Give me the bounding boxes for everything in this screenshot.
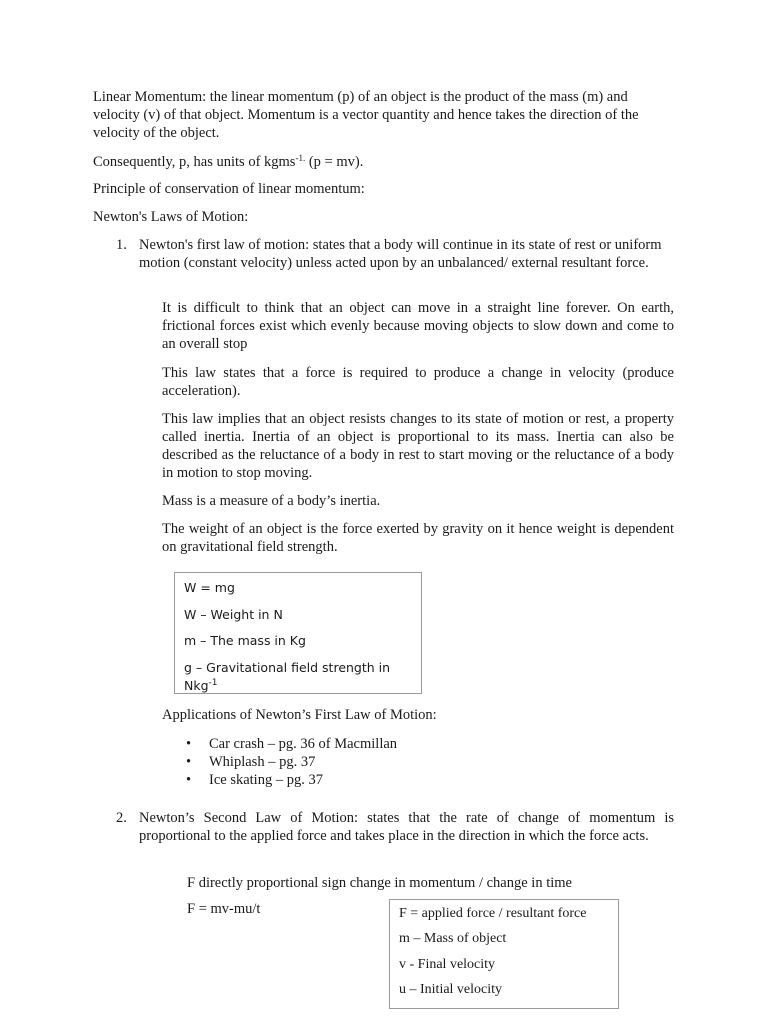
momentum-units: Consequently, p, has units of kgms$^{-1.}$ (p = mv). bbox=[93, 153, 364, 170]
applications-heading: Applications of Newton’s First Law of Motion: bbox=[162, 707, 437, 723]
momentum-definition: Linear Momentum: the linear momentum (p) of an object is the product of the mass (m) and velocity (v) of that object. Momentum is a vector quantity and hence takes the direction of the velocity of the object. bbox=[93, 89, 639, 141]
field-strength-definition: g – Gravitational field strength in Nkg$^{-1}$ bbox=[184, 660, 391, 693]
mass-definition: m – The mass in Kg bbox=[184, 633, 306, 648]
newtons-laws-heading: Newton's Laws of Motion: bbox=[93, 209, 249, 225]
force-proportionality: F directly proportional sign change in momentum / change in time bbox=[187, 875, 572, 891]
bullet-icon: • bbox=[186, 754, 192, 770]
conservation-heading: Principle of conservation of linear momentum: bbox=[93, 181, 365, 197]
final-velocity-definition: v - Final velocity bbox=[399, 957, 496, 972]
law1-paragraph-friction: It is difficult to think that an object can move in a straight line forever. On earth, frictional forces exist which evenly because moving objects to slow down and come to an overall stop bbox=[162, 300, 674, 352]
weight-formula: W = mg bbox=[184, 580, 235, 595]
mass-of-object-definition: m – Mass of object bbox=[399, 931, 507, 946]
force-definition: F = applied force / resultant force bbox=[399, 906, 587, 921]
law1-statement: Newton's first law of motion: states that a body will continue in its state of rest or uniform motion (constant velocity) unless acted upon by an unbalanced/ external resultant force. bbox=[139, 237, 662, 271]
bullet-icon: • bbox=[186, 772, 192, 788]
force-formula: F = mv-mu/t bbox=[187, 901, 261, 917]
initial-velocity-definition: u – Initial velocity bbox=[399, 982, 503, 997]
law1-number: 1. bbox=[116, 237, 127, 253]
weight-formula-box bbox=[174, 572, 422, 694]
law1-paragraph-weight: The weight of an object is the force exerted by gravity on it hence weight is dependent on gravitational field strength. bbox=[162, 521, 674, 555]
application-item: Whiplash – pg. 37 bbox=[209, 754, 316, 770]
application-item: Ice skating – pg. 37 bbox=[209, 772, 323, 788]
law1-paragraph-inertia: This law implies that an object resists changes to its state of motion or rest, a property called inertia. Inertia of an object is proportional to its mass. Inertia can also be described as the reluctance of a body in rest to start moving or the reluctance of a body in motion to stop moving. bbox=[162, 411, 674, 481]
law1-paragraph-mass: Mass is a measure of a body’s inertia. bbox=[162, 493, 381, 509]
law1-paragraph-force: This law states that a force is required to produce a change in velocity (produce acceleration). bbox=[162, 365, 674, 399]
law2-statement: Newton’s Second Law of Motion: states that the rate of change of momentum is proportional to the applied force and takes place in the direction in which the force acts. bbox=[139, 810, 674, 844]
bullet-icon: • bbox=[186, 736, 192, 752]
force-variables-box bbox=[389, 899, 619, 1009]
application-item: Car crash – pg. 36 of Macmillan bbox=[209, 736, 398, 752]
weight-definition: W – Weight in N bbox=[184, 607, 283, 622]
law2-number: 2. bbox=[116, 810, 127, 826]
